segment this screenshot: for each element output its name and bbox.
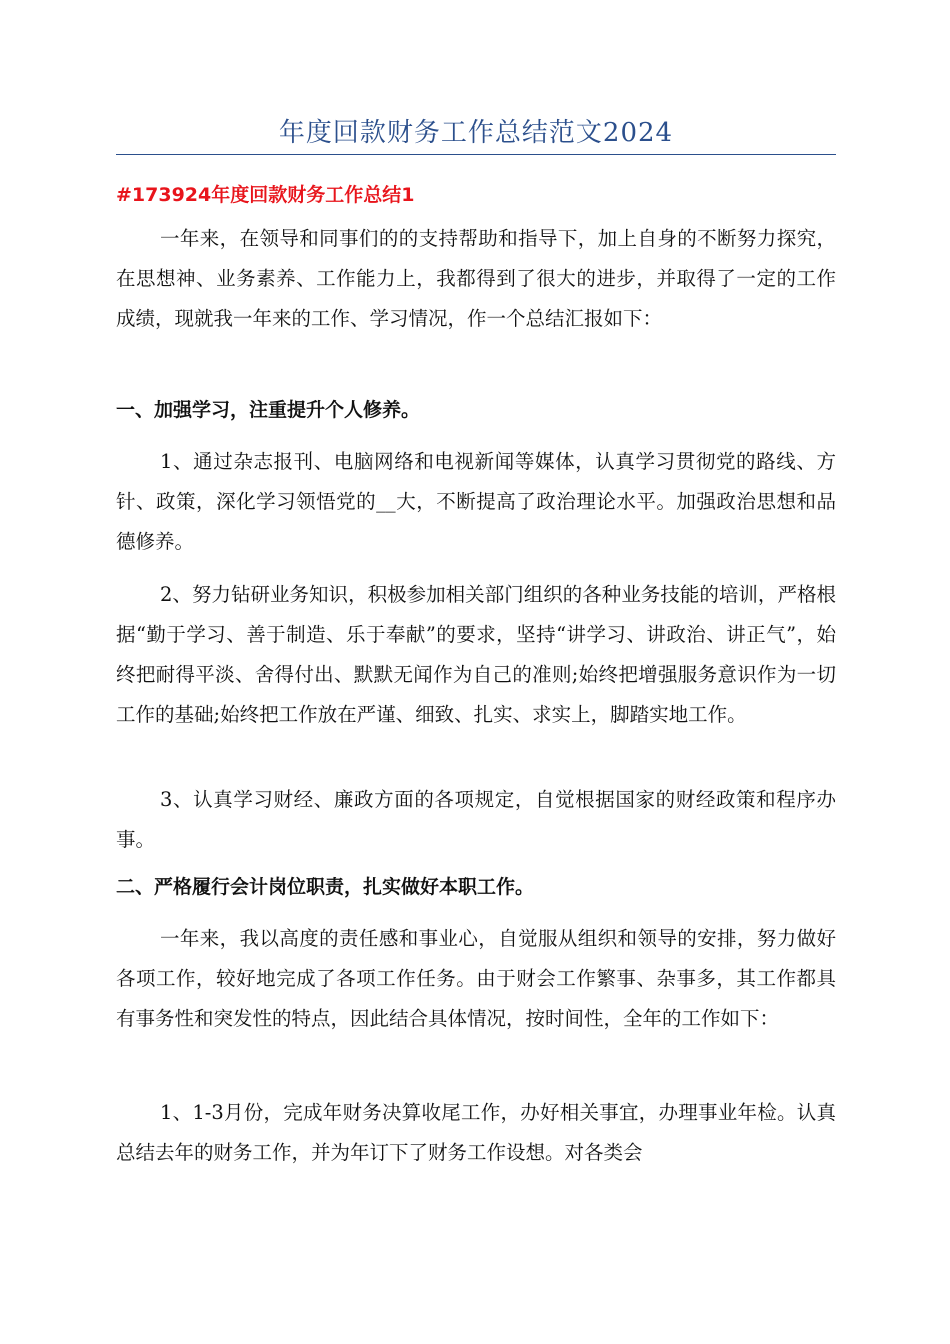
paragraph-2-2: 1、1-3月份，完成年财务决算收尾工作，办好相关事宜，办理事业年检。认真总结去年的财务工作，并为年订下了财务工作设想。对各类会 [116,1101,836,1164]
paragraph-1-3: 3、认真学习财经、廉政方面的各项规定，自觉根据国家的财经政策和程序办事。 [116,788,836,851]
title-divider [116,154,836,155]
section-heading-1: 一、加强学习，注重提升个人修养。 [116,399,421,421]
document-subtitle: #173924年度回款财务工作总结1 [116,184,415,206]
paragraph-2-1: 一年来，我以高度的责任感和事业心，自觉服从组织和领导的安排，努力做好各项工作，较好地完成了各项工作任务。由于财会工作繁事、杂事多，其工作都具有事务性和突发性的特点，因此结合具体情况，按时间性，全年的工作如下： [116,927,836,1030]
document-page [116,0,836,1344]
section-heading-2: 二、严格履行会计岗位职责，扎实做好本职工作。 [116,876,535,898]
paragraph-1-1: 1、通过杂志报刊、电脑网络和电视新闻等媒体，认真学习贯彻党的路线、方针、政策，深化学习领悟党的__大，不断提高了政治理论水平。加强政治思想和品德修养。 [116,450,836,553]
intro-paragraph: 一年来，在领导和同事们的的支持帮助和指导下，加上自身的不断努力探究，在思想神、业务素养、工作能力上，我都得到了很大的进步，并取得了一定的工作成绩，现就我一年来的工作、学习情况，作一个总结汇报如下： [116,227,836,330]
paragraph-1-2: 2、努力钻研业务知识，积极参加相关部门组织的各种业务技能的培训，严格根据“勤于学习、善于制造、乐于奉献”的要求，坚持“讲学习、讲政治、讲正气”，始终把耐得平淡、舍得付出、默默无闻作为自己的准则;始终把增强服务意识作为一切工作的基础;始终把工作放在严谨、细致、扎实、求实上，脚踏实地工作。 [116,583,836,726]
document-title: 年度回款财务工作总结范文2024 [278,118,674,148]
